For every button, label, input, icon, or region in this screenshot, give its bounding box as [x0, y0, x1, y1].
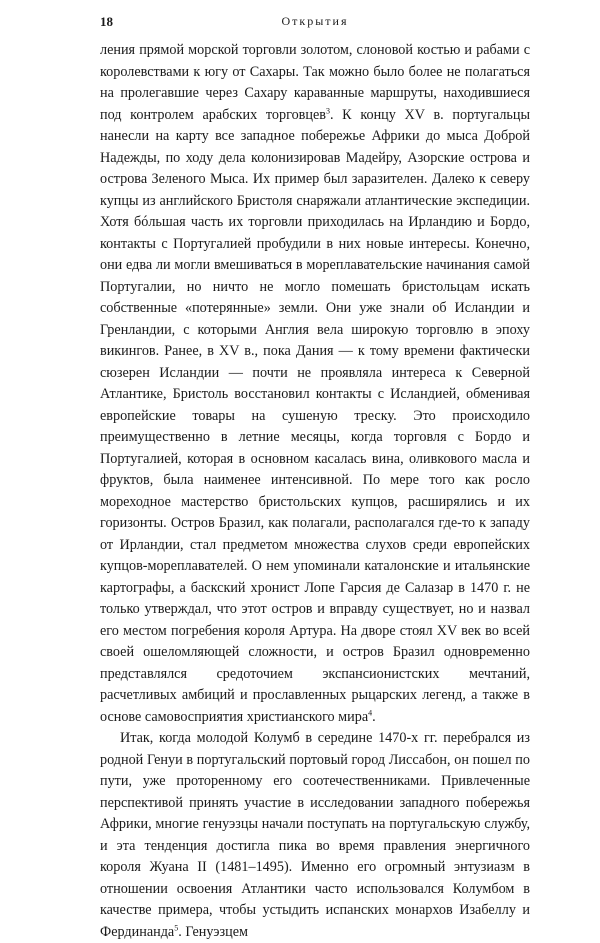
- footnote-marker: 3: [325, 105, 330, 115]
- paragraph-1-text-continued: . К концу XV в. португальцы нанесли на карту все западное побережье Африки до мыса Доброй Надежды, по ходу дела колонизировав Мадейру, Азорские острова и острова Зеленого Мыса. Их пример был заразителен. Далеко к северу купцы из английского Бристоля снаряжали атлантические экспедиции. Хотя бóльшая часть их торговли приходилась на Ирландию и Бордо, контакты с Португалией пробудили в них новые интересы. Конечно, они едва ли могли вмешиваться в мореплавательские начинания самой Португалии, но ничто не могло помешать бристольцам искать собственные «потерянные» земли. Они уже знали об Исландии и Гренландии, с которыми Англия вела широкую торговлю в эпоху викингов. Ранее, в XV в., пока Дания — к тому времени фактически сюзерен Исландии — почти не проявляла интереса к Северной Атлантике, Бристоль восстановил контакты с Исландией, обменивая европейские товары на сушеную треску. Это происходило преимущественно в летние месяцы, когда торговля с Бордо и Португалией, которая в основном касалась вина, оливкового масла и фруктов, была наименее интенсивной. По мере того как росло мореходное мастерство бристольских купцов, расширялись и их горизонты. Остров Бразил, как полагали, располагался где-то к западу от Ирландии, стал предметом множества слухов среди европейских купцов-мореплавателей. О нем упоминали каталонские и итальянские картографы, а баскский хронист Лопе Гарсия де Салазар в 1470 г. не только утверждал, что этот остров и вправду существует, но и назвал его местом погребения короля Артура. На дворе стоял XV век во всей своей ошеломляющей сложности, и остров Бразил одновременно представлялся средоточием экспансионистских мечтаний, расчетливых амбиций и прославленных рыцарских легенд, а также в основе самовосприятия христианского мира: [100, 106, 530, 725]
- running-title: Открытия: [281, 14, 349, 28]
- page-header: [100, 14, 530, 36]
- footnote-marker: 5: [174, 922, 179, 932]
- paragraph-2: [100, 728, 530, 943]
- body-text: [100, 40, 530, 943]
- paragraph-2-text-continued: . Генуэзцем: [178, 923, 248, 940]
- paragraph-2-text: Итак, когда молодой Колумб в середине 1470-х гг. перебрался из родной Генуи в португальский портовый город Лиссабон, он пошел по пути, уже проторенному его соотечественниками. Привлеченные перспективой принять участие в исследовании западного побережья Африки, многие генуэзцы начали поступать на португальскую службу, и эта тенденция достигла пика во время правления энергичного короля Жуана II (1481–1495). Именно его огромный энтузиазм в отношении освоения Атлантики часто использовался Колумбом в качестве примера, чтобы устыдить испанских монархов Изабеллу и Фердинанда: [100, 730, 530, 940]
- paragraph-1-text: ления прямой морской торговли золотом, слоновой костью и рабами с королевствами к югу от Сахары. Так можно было более не полагаться на пролегавшие через Сахару караванные маршруты, находившиеся под контролем арабских торговцев: [100, 42, 530, 123]
- paragraph-1-text-end: .: [372, 708, 376, 725]
- footnote-marker: 4: [368, 707, 373, 717]
- page-number: 18: [100, 14, 113, 29]
- paragraph-1: [100, 40, 530, 728]
